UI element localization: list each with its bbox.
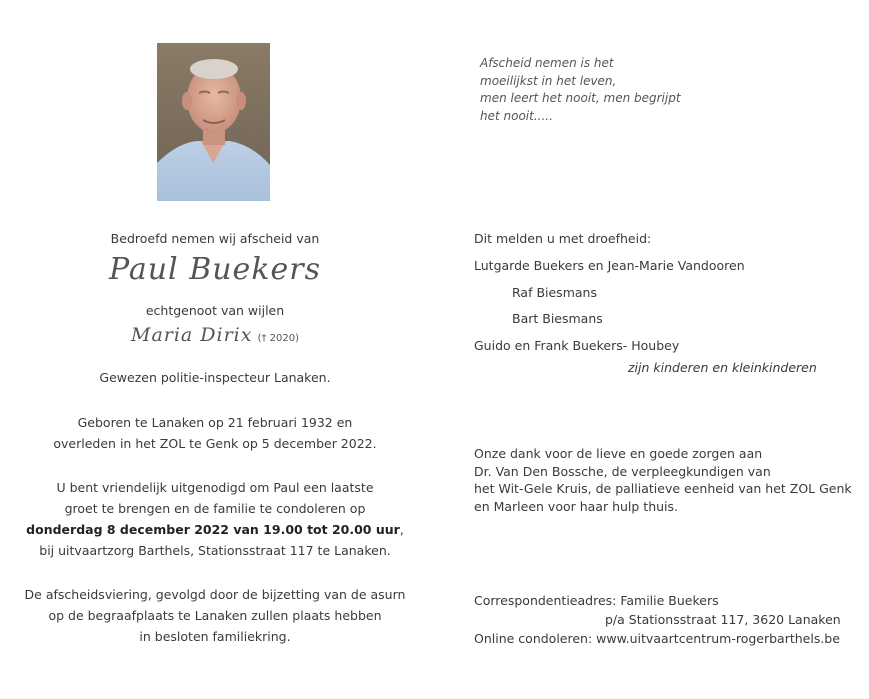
invite-line: groet te brengen en de familie te condoleren op xyxy=(64,501,366,516)
family-member: Bart Biesmans xyxy=(512,311,603,326)
online-condolence-link[interactable]: Online condoleren: www.uitvaartcentrum-rogerbarthels.be xyxy=(474,631,840,646)
children-note: zijn kinderen en kleinkinderen xyxy=(628,360,817,375)
invite-line: U bent vriendelijk uitgenodigd om Paul een laatste xyxy=(56,480,374,495)
thanks-text xyxy=(474,445,852,515)
family-list xyxy=(474,253,745,359)
invite-place: bij uitvaartzorg Barthels, Stationsstraat 117 te Lanaken. xyxy=(39,543,391,558)
invite-date-suffix: , xyxy=(399,522,404,537)
ceremony-line: De afscheidsviering, gevolgd door de bijzetting van de asurn xyxy=(24,587,406,602)
spouse-name: Maria Dirix xyxy=(130,324,253,346)
thanks-line: Onze dank voor de lieve en goede zorgen aan xyxy=(474,446,763,461)
correspondence-address: p/a Stationsstraat 117, 3620 Lanaken xyxy=(605,612,841,627)
birth-death-text xyxy=(20,412,410,454)
ceremony-line: op de begraafplaats te Lanaken zullen plaats hebben xyxy=(48,608,382,623)
poem-line: men leert het nooit, men begrijpt xyxy=(480,91,681,105)
ceremony-line: in besloten familiekring. xyxy=(139,629,291,644)
family-member: Raf Biesmans xyxy=(512,284,597,300)
ceremony-text xyxy=(20,584,410,647)
correspondence-label: Correspondentieadres: Familie Buekers xyxy=(474,593,719,608)
intro-text: Bedroefd nemen wij afscheid van xyxy=(110,231,320,246)
invite-date-line xyxy=(20,519,410,540)
portrait-photo xyxy=(157,43,270,201)
poem xyxy=(480,55,681,125)
invitation-text xyxy=(20,477,410,561)
thanks-line: en Marleen voor haar hulp thuis. xyxy=(474,498,679,514)
family-member: Guido en Frank Buekers- Houbey xyxy=(474,337,680,353)
poem-line: Afscheid nemen is het xyxy=(480,56,614,70)
thanks-line: het Wit-Gele Kruis, de palliatieve eenheid van het ZOL Genk xyxy=(474,481,852,496)
correspondence-block xyxy=(474,591,841,648)
occupation-text: Gewezen politie-inspecteur Lanaken. xyxy=(99,370,331,385)
birth-line: Geboren te Lanaken op 21 februari 1932 en xyxy=(77,415,353,430)
spouse-death-note: († 2020) xyxy=(257,333,300,344)
family-member: Lutgarde Buekers en Jean-Marie Vandooren xyxy=(474,258,745,273)
invite-date: donderdag 8 december 2022 van 19.00 tot 20.00 uur xyxy=(26,522,400,537)
poem-line: moeilijkst in het leven, xyxy=(480,73,617,88)
spouse-row xyxy=(20,321,410,353)
death-line: overleden in het ZOL te Genk op 5 december 2022. xyxy=(53,436,377,451)
spouse-label: echtgenoot van wijlen xyxy=(145,303,285,318)
deceased-name: Paul Buekers xyxy=(109,252,321,287)
poem-line: het nooit..... xyxy=(480,108,553,123)
announce-text: Dit melden u met droefheid: xyxy=(474,231,652,246)
thanks-line: Dr. Van Den Bossche, de verpleegkundigen van xyxy=(474,463,771,479)
